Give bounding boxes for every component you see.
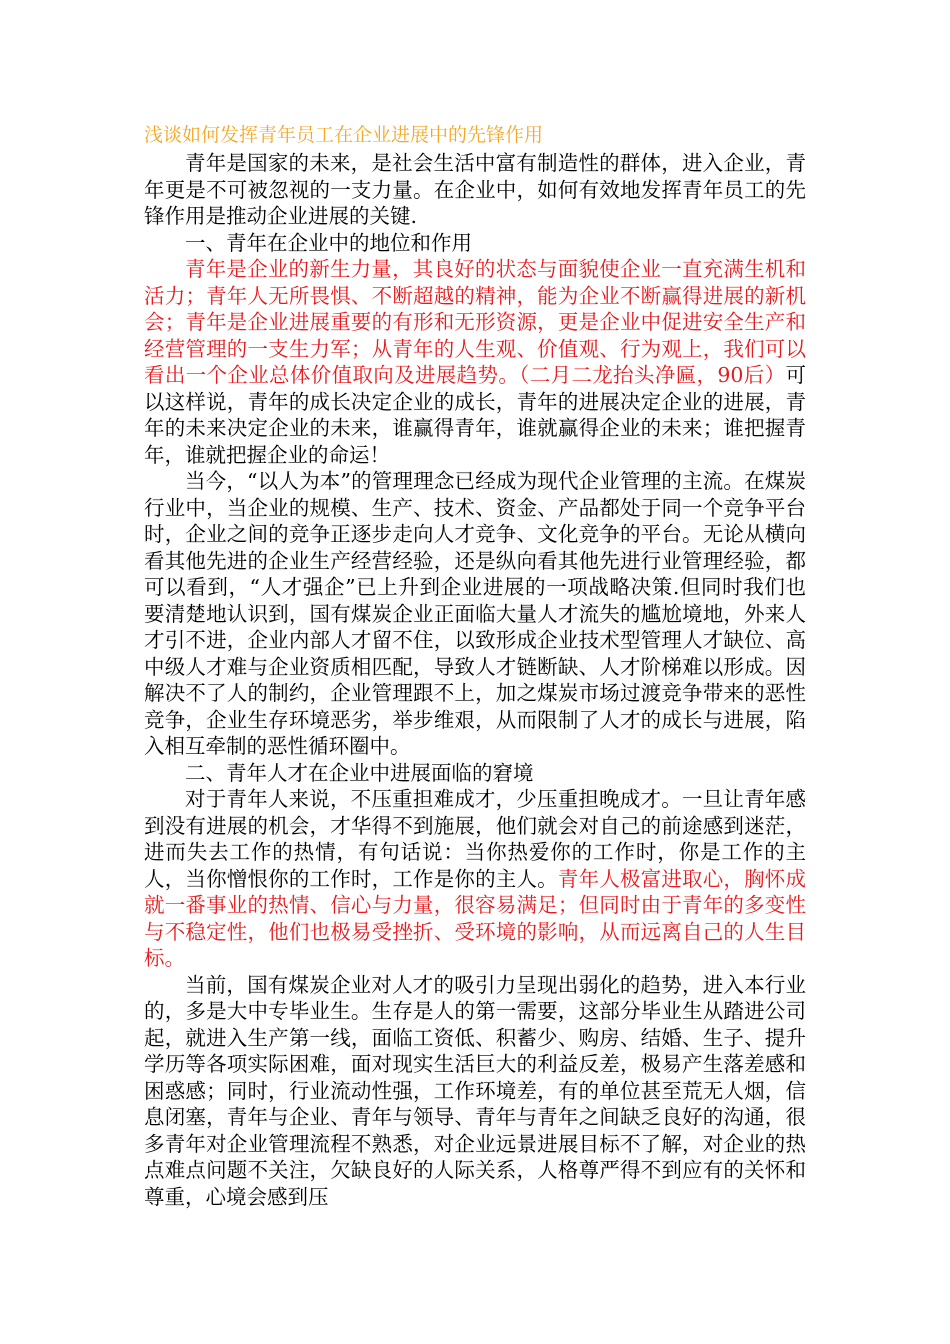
body-text: 可以这样说，青年的成长决定企业的成长，青年的进展决定企业的进展，青年的未来决定企业的未来，谁赢得青年，谁就赢得企业的未来；谁把握青年，谁就把握企业的命运！ (144, 363, 806, 467)
intro-paragraph: 青年是国家的未来，是社会生活中富有制造性的群体，进入企业，青年更是不可被忽视的一支力量。在企业中，如何有效地发挥青年员工的先锋作用是推动企业进展的关键. (144, 151, 806, 228)
document-title: 浅谈如何发挥青年员工在企业进展中的先锋作用 (144, 124, 544, 146)
document-page (144, 122, 806, 1210)
section-heading-2: 二、青年人才在企业中进展面临的窘境 (185, 760, 534, 785)
section-1-paragraph-2: 当今，“以人为本”的管理理念已经成为现代企业管理的主流。在煤炭行业中，当企业的规模、生产、技术、资金、产品都处于同一个竞争平台时，企业之间的竞争正逐步走向人才竞争、文化竞争的平台。无论从横向看其他先进的企业生产经营经验，还是纵向看其他先进行业管理经验，都可以看到，“人才强企”已上升到企业进展的一项战略决策.但同时我们也要清楚地认识到，国有煤炭企业正面临大量人才流失的尴尬境地，外来人才引不进，企业内部人才留不住，以致形成企业技术型管理人才缺位、高中级人才难与企业资质相匹配，导致人才链断缺、人才阶梯难以形成。因解决不了人的制约，企业管理跟不上，加之煤炭市场过渡竞争带来的恶性竞争，企业生存环境恶劣，举步维艰，从而限制了人才的成长与进展，陷入相互牵制的恶性循环圈中。 (144, 469, 806, 758)
section-1-paragraph-1 (144, 256, 806, 468)
section-heading-1: 一、青年在企业中的地位和作用 (185, 230, 472, 255)
section-2-paragraph-2: 当前，国有煤炭企业对人才的吸引力呈现出弱化的趋势，进入本行业的，多是大中专毕业生。生存是人的第一需要，这部分毕业生从踏进公司起，就进入生产第一线，面临工资低、积蓄少、购房、结婚、生子、提升学历等各项实际困难，面对现实生活巨大的利益反差，极易产生落差感和困惑感；同时，行业流动性强，工作环境差，有的单位甚至荒无人烟，信息闭塞，青年与企业、青年与领导、青年与青年之间缺乏良好的沟通，很多青年对企业管理流程不熟悉，对企业远景进展目标不了解，对企业的热点难点问题不关注，欠缺良好的人际关系，人格尊严得不到应有的关怀和尊重，心境会感到压 (144, 972, 806, 1209)
section-2-paragraph-1 (144, 786, 806, 972)
highlighted-text: 青年人极富进取心，胸怀成就一番事业的热情、信心与力量，很容易满足；但同时由于青年的多变性与不稳定性，他们也极易受挫折、受环境的影响，从而远离自己的人生目标。 (144, 866, 807, 970)
highlighted-text: 青年是企业的新生力量，其良好的状态与面貌使企业一直充满生机和活力；青年人无所畏惧、不断超越的精神，能为企业不断赢得进展的新机会；青年是企业进展重要的有形和无形资源，更是企业中促进安全生产和经营管理的一支生力军；从青年的人生观、价值观、行为观上，我们可以看出一个企业总体价值取向及进展趋势。（二月二龙抬头净匾，90后） (144, 257, 806, 387)
body-text: 对于青年人来说，不压重担难成才，少压重担晚成才。一旦让青年感到没有进展的机会，才华得不到施展，他们就会对自己的前途感到迷茫，进而失去工作的热情，有句话说：当你热爱你的工作时，你是工作的主人，当你憎恨你的工作时，工作是你的主人。 (144, 787, 806, 891)
